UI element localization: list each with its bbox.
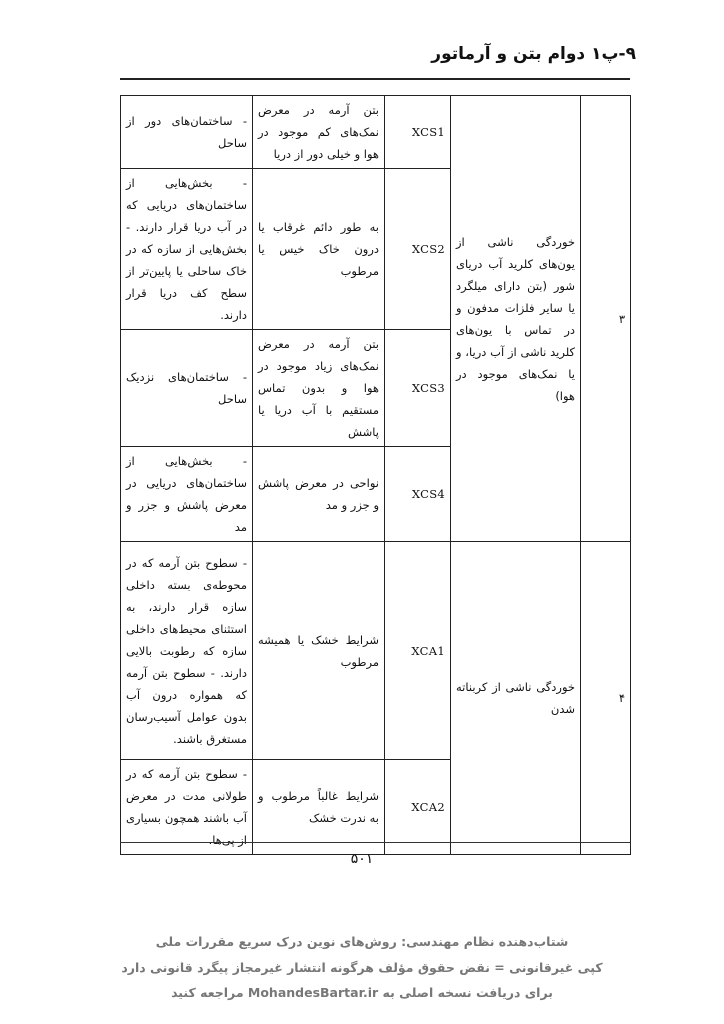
- example-text: - سطوح بتن آرمه که در محوطه‌ی بسته داخلی سازه قرار دارند، به استثنای محیط‌های داخلی سازه که رطوبت بالایی دارند. - سطوح بتن آرمه که همواره درون آب بدون عوامل آسیب‌رسان مستغرق باشند.: [121, 542, 253, 760]
- header-divider: [120, 78, 630, 80]
- group-description: خوردگی ناشی از یون‌های کلرید آب دریای شور (بتن دارای میلگرد یا سایر فلزات مدفون و در تماس با یون‌های کلرید ناشی از آب دریا، و یا نمک‌های موجود در هوا): [451, 96, 581, 542]
- environment-condition: شرایط خشک یا همیشه مرطوب: [253, 542, 385, 760]
- group-number: ۳: [581, 96, 631, 542]
- environment-condition: شرایط غالباً مرطوب و به ندرت خشک: [253, 760, 385, 855]
- table-row: [121, 542, 631, 760]
- example-text: - بخش‌هایی از ساختمان‌های دریایی در معرض پاشش و جزر و مد: [121, 447, 253, 542]
- exposure-class-table: [120, 95, 631, 855]
- exposure-code: XCS4: [385, 447, 451, 542]
- watermark-line-1: شتاب‌دهنده نظام مهندسی: روش‌های نوین درک سریع مقررات ملی: [155, 934, 569, 949]
- example-text: - ساختمان‌های نزدیک ساحل: [121, 330, 253, 447]
- watermark-line-2: کپی غیرقانونی = نقض حقوق مؤلف هرگونه انتشار غیرمجاز پیگرد قانونی دارد: [121, 960, 603, 975]
- example-text: - بخش‌هایی از ساختمان‌های دریایی که در آب دریا قرار دارند. - بخش‌هایی از سازه که در خاک ساحلی یا پایین‌تر از سطح کف دریا قرار دارند.: [121, 169, 253, 330]
- page-number: ۵۰۱: [350, 851, 374, 867]
- exposure-code: XCS1: [385, 96, 451, 169]
- environment-condition: به طور دائم غرقاب یا درون خاک خیس یا مرطوب: [253, 169, 385, 330]
- chapter-header-title: ۹-پ۱ دوام بتن و آرماتور: [431, 44, 636, 64]
- table-row: [121, 96, 631, 169]
- group-description: خوردگی ناشی از کربناته شدن: [451, 542, 581, 855]
- environment-condition: بتن آرمه در معرض نمک‌های کم موجود در هوا و خیلی دور از دریا: [253, 96, 385, 169]
- exposure-code: XCS3: [385, 330, 451, 447]
- exposure-code: XCS2: [385, 169, 451, 330]
- example-text: - ساختمان‌های دور از ساحل: [121, 96, 253, 169]
- example-text: - سطوح بتن آرمه که در طولانی مدت در معرض آب باشند همچون بسیاری از پی‌ها.: [121, 760, 253, 855]
- group-number: ۴: [581, 542, 631, 855]
- exposure-code: XCA2: [385, 760, 451, 855]
- environment-condition: نواحی در معرض پاشش و جزر و مد: [253, 447, 385, 542]
- watermark-line-3: برای دریافت نسخه اصلی به MohandesBartar.ir مراجعه کنید: [171, 985, 553, 1000]
- environment-condition: بتن آرمه در معرض نمک‌های زیاد موجود در هوا و بدون تماس مستقیم با آب دریا یا پاشش: [253, 330, 385, 447]
- footer-divider: [120, 842, 630, 843]
- exposure-code: XCA1: [385, 542, 451, 760]
